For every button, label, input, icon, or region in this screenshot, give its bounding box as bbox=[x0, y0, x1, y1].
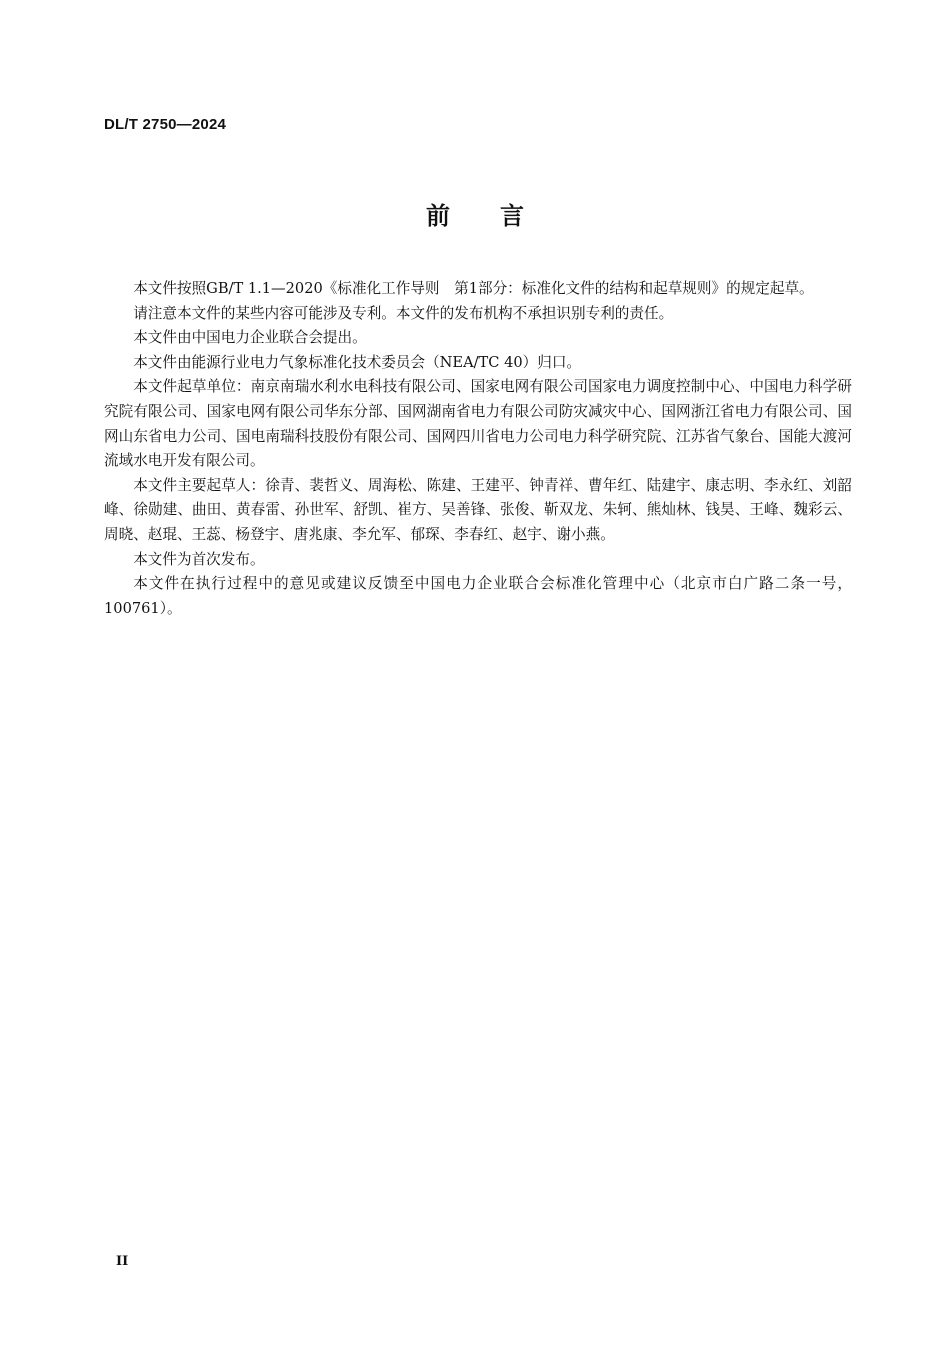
page-title: 前言 bbox=[426, 202, 574, 230]
paragraph-first-release: 本文件为首次发布。 bbox=[133, 550, 265, 568]
paragraph-drafters: 本文件主要起草人：徐青、裴哲义、周海松、陈建、王建平、钟青祥、曹年红、陆建宇、康志明、李永红、刘韶峰、徐勋建、曲田、黄春雷、孙世军、舒凯、崔方、吴善锋、张俊、靳双龙、朱轲、熊灿林、钱昊、王峰、魏彩云、周晓、赵琨、王蕊、杨登宇、唐兆康、李允军、郁琛、李春红、赵宇、谢小燕。 bbox=[104, 476, 852, 543]
paragraph-feedback: 本文件在执行过程中的意见或建议反馈至中国电力企业联合会标准化管理中心（北京市白广路二条一号，100761）。 bbox=[104, 575, 852, 617]
paragraph-drafting-rules: 本文件按照GB/T 1.1—2020《标准化工作导则 第1部分：标准化文件的结构和起草规则》的规定起草。 bbox=[133, 280, 814, 297]
page-number: II bbox=[116, 1254, 129, 1269]
standard-code: DL/T 2750—2024 bbox=[104, 116, 227, 133]
foreword-body bbox=[104, 277, 852, 621]
paragraph-drafting-units: 本文件起草单位：南京南瑞水利水电科技有限公司、国家电网有限公司国家电力调度控制中心、中国电力科学研究院有限公司、国家电网有限公司华东分部、国网湖南省电力有限公司防灾减灾中心、国网浙江省电力有限公司、国网山东省电力公司、国电南瑞科技股份有限公司、国网四川省电力公司电力科学研究院、江苏省气象台、国能大渡河流域水电开发有限公司。 bbox=[104, 378, 852, 470]
paragraph-patent-notice: 请注意本文件的某些内容可能涉及专利。本文件的发布机构不承担识别专利的责任。 bbox=[133, 304, 674, 322]
paragraph-proposed-by: 本文件由中国电力企业联合会提出。 bbox=[133, 329, 367, 347]
paragraph-managed-by: 本文件由能源行业电力气象标准化技术委员会（NEA/TC 40）归口。 bbox=[133, 353, 582, 371]
